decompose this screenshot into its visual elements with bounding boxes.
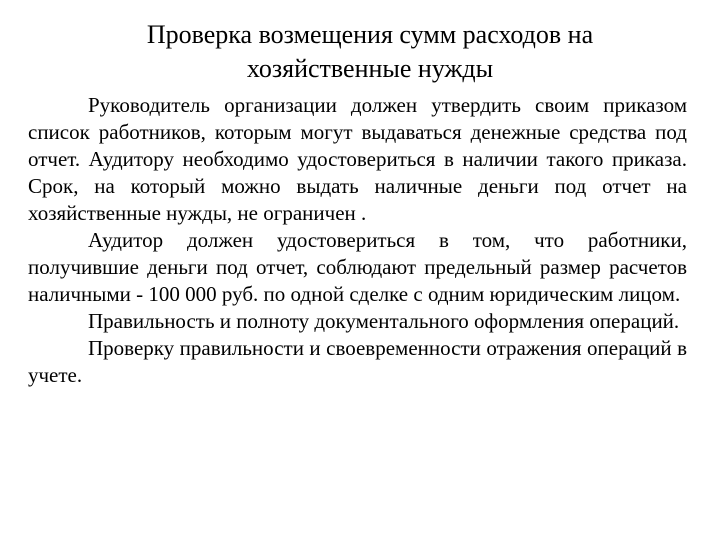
paragraph-cash-limit: Аудитор должен удостовериться в том, что работники, получившие деньги под отчет, соблюдают предельный размер расчетов наличными - 100 000 руб. по одной сделке с одним юридическим лицом. xyxy=(28,228,687,306)
paragraph-documentation: Правильность и полноту документального оформления операций. xyxy=(88,309,680,333)
slide-body xyxy=(28,92,687,389)
slide-title-line-1: Проверка возмещения сумм расходов на xyxy=(146,20,594,49)
slide-title xyxy=(60,18,680,86)
paragraph-advance-order: Руководитель организации должен утвердить своим приказом список работников, которым могут выдаваться денежные средства под отчет. Аудитору необходимо удостовериться в наличии такого приказа. Срок, на который можно выдать наличные деньги под отчет на хозяйственные нужды, не ограничен . xyxy=(28,93,687,225)
slide-title-line-2: хозяйственные нужды xyxy=(246,54,494,83)
paragraph-accounting-check: Проверку правильности и своевременности отражения операций в учете. xyxy=(28,336,687,387)
